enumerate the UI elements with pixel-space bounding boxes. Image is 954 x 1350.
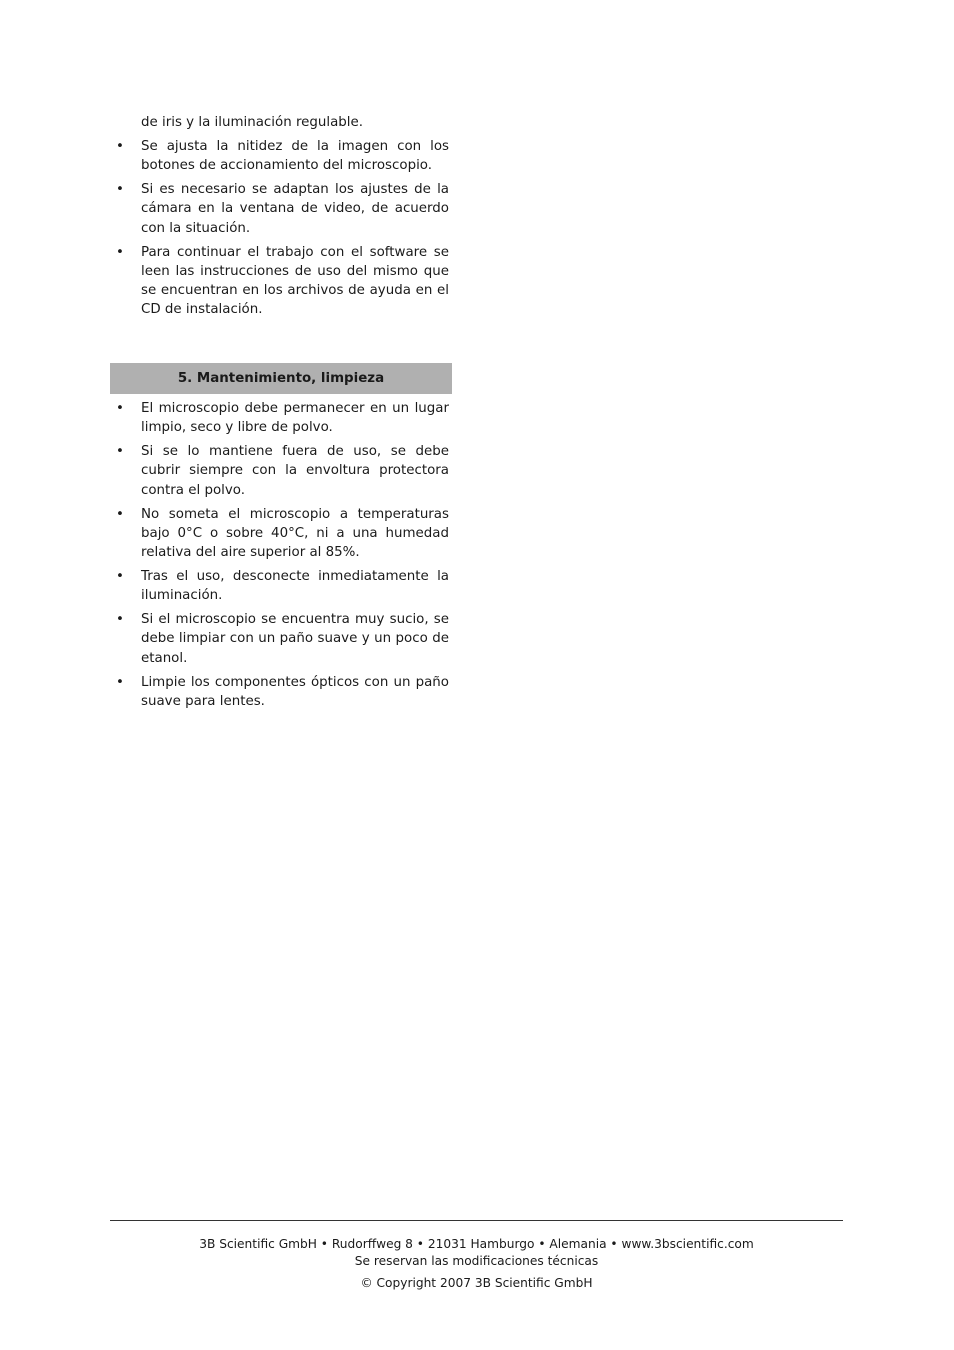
list-item-text: Si se lo mantiene fuera de uso, se debe cubrir siempre con la envoltura protectora contra el polvo. — [141, 444, 449, 498]
list-item-text: No someta el microscopio a temperaturas bajo 0°C o sobre 40°C, ni a una humedad relativa del aire superior al 85%. — [141, 506, 449, 561]
maintenance-column — [110, 399, 452, 711]
list-item-text: Tras el uso, desconecte inmediatamente la iluminación. — [141, 569, 449, 604]
bullet-icon: • — [116, 182, 124, 198]
list-item-text: El microscopio debe permanecer en un lugar limpio, seco y libre de polvo. — [141, 401, 449, 436]
maintenance-list — [110, 399, 452, 711]
list-item — [110, 399, 452, 437]
bullet-icon: • — [116, 674, 124, 690]
bullet-icon: • — [116, 401, 124, 416]
footer-copyright: © Copyright 2007 3B Scientific GmbH — [360, 1276, 593, 1290]
list-item-text: Limpie los componentes ópticos con un paño suave para lentes. — [141, 674, 449, 709]
list-item — [110, 673, 452, 711]
list-item-text: Si el microscopio se encuentra muy sucio, se debe limpiar con un paño suave y un poco de etanol. — [141, 612, 449, 666]
bullet-icon: • — [116, 506, 124, 522]
list-item-text: Si es necesario se adaptan los ajustes de la cámara en la ventana de video, de acuerdo con la situación. — [141, 182, 449, 236]
bullet-icon: • — [116, 244, 124, 260]
section-heading: 5. Mantenimiento, limpieza — [110, 363, 452, 394]
continued-text: de iris y la iluminación regulable. — [141, 115, 364, 130]
bullet-icon: • — [116, 569, 124, 585]
instructions-list — [110, 137, 452, 319]
list-item — [110, 610, 452, 668]
footer-divider — [110, 1220, 843, 1221]
list-item-text: Para continuar el trabajo con el software se leen las instrucciones de uso del mismo que se encuentran en los archivos de ayuda en el CD de instalación. — [141, 244, 449, 318]
bullet-icon: • — [116, 444, 124, 460]
bullet-icon: • — [116, 612, 124, 628]
bullet-icon: • — [116, 139, 124, 154]
list-item — [110, 505, 452, 563]
list-item — [110, 137, 452, 175]
list-item — [110, 243, 452, 320]
list-item — [110, 442, 452, 500]
footer-address: 3B Scientific GmbH • Rudorffweg 8 • 21031 Hamburgo • Alemania • www.3bscientific.com — [199, 1237, 754, 1251]
footer-rights-notice: Se reservan las modificaciones técnicas — [354, 1254, 599, 1268]
instructions-column — [110, 113, 452, 319]
list-item — [110, 567, 452, 605]
list-item-text: Se ajusta la nitidez de la imagen con los botones de accionamiento del microscopio. — [141, 139, 449, 174]
list-item — [110, 180, 452, 238]
